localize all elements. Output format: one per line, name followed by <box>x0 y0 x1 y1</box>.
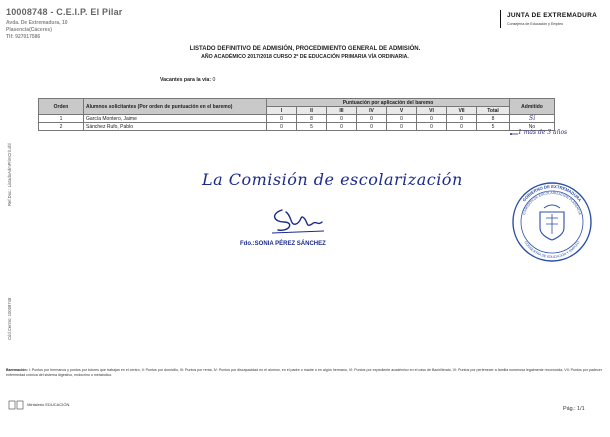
address-line-2: Plasencia(Cáceres) <box>6 27 52 33</box>
subheader-ii: II <box>297 107 327 115</box>
row-score: 0 <box>417 123 447 131</box>
admission-table <box>38 98 555 131</box>
row-admitido: Sí <box>510 115 555 123</box>
header-admitido: Admitido <box>510 99 555 115</box>
row-admitido: No <box>510 123 555 131</box>
side-ref-label: Ref.Doc.: ListadoAdmPrimCrit.xfd <box>7 143 12 206</box>
junta-title: JUNTA DE EXTREMADURA <box>507 12 598 19</box>
stamp-inner-text: COMISIÓN DE ESCOLARIZACIÓN PLASENCIA <box>521 190 583 216</box>
row-score: 0 <box>387 115 417 123</box>
row-score: 0 <box>447 115 477 123</box>
row-nombre: García Montero, Jaime <box>84 115 267 123</box>
row-score: 0 <box>327 123 357 131</box>
signatory-name: Fdo.:SONIA PÉREZ SÁNCHEZ <box>240 241 326 247</box>
vacantes-label: Vacantes para la vía: <box>160 77 212 83</box>
document-title: LISTADO DEFINITIVO DE ADMISIÓN, PROCEDIMIENTO GENERAL DE ADMISIÓN. <box>189 46 421 52</box>
table-row <box>39 115 555 123</box>
stamp-outer-text: GOBIERNO DE EXTREMADURA <box>521 183 583 203</box>
row-score: 0 <box>417 115 447 123</box>
row-score: 5 <box>297 123 327 131</box>
handwritten-note: 1 más de 3 años <box>518 129 568 136</box>
address-line-1: Avda. De Extremadura, 10 <box>6 20 68 26</box>
ministry-emblem-icon <box>8 400 26 410</box>
row-score: 0 <box>267 123 297 131</box>
header-alumnos: Alumnos solicitantes (Por orden de puntuación en el baremo) <box>84 99 267 115</box>
row-score: 0 <box>387 123 417 131</box>
ministry-logo <box>8 400 69 410</box>
header-orden: Orden <box>39 99 84 115</box>
ministry-logo-text: Ministerio EDUCACIÓN <box>27 402 70 408</box>
subheader-vi: VI <box>417 107 447 115</box>
row-orden: 2 <box>39 123 84 131</box>
subheader-vii: VII <box>447 107 477 115</box>
row-score: 0 <box>327 115 357 123</box>
document-subtitle: AÑO ACADÉMICO 2017/2018 CURSO 2º DE EDUCACIÓN PRIMARIA VÍA ORDINARIA. <box>201 54 409 60</box>
header-puntuacion: Puntuación por aplicación del baremo <box>267 99 510 107</box>
row-score: 0 <box>357 123 387 131</box>
comision-handwriting: La Comisión de escolarización <box>202 170 463 189</box>
vacantes <box>160 77 215 83</box>
baremo-footnote <box>6 368 602 378</box>
row-score: 0 <box>357 115 387 123</box>
official-stamp <box>510 180 594 264</box>
row-total: 5 <box>477 123 510 131</box>
address-line-3: Tlf: 927017586 <box>6 34 41 40</box>
baremo-label: Baremación: <box>6 368 28 372</box>
row-score: 8 <box>297 115 327 123</box>
row-total: 8 <box>477 115 510 123</box>
subheader-iii: III <box>327 107 357 115</box>
junta-bar <box>500 10 501 28</box>
table-row <box>39 123 555 131</box>
subheader-iv: IV <box>357 107 387 115</box>
junta-subtitle: Consejería de Educación y Empleo <box>507 22 564 26</box>
signature-scribble <box>268 200 328 238</box>
subheader-total: Total <box>477 107 510 115</box>
vacantes-value: 0 <box>212 77 216 83</box>
row-nombre: Sánchez Rufo, Pablo <box>84 123 267 131</box>
row-orden: 1 <box>39 115 84 123</box>
stamp-bottom-text: CONSEJERÍA DE EDUCACIÓN Y EMPLEO <box>523 240 581 260</box>
baremo-text: I: Puntos por hermanos y puntos por tutores que trabajan en el centro, II: Puntos por domicilio, III: Puntos por renta, IV: Puntos por discapacidad en el alumno, en el padre o madre o en algún hermano, VI: Puntos por expediente académico en el caso de Bachillerato, VI: Puntos por pertenecer a familia numerosa legalmente reconocida, VII: Puntos por padecer enfermedad crónica del sistema digestivo, endocrino o metabólico. <box>6 368 602 377</box>
subheader-i: I <box>267 107 297 115</box>
row-score: 0 <box>267 115 297 123</box>
row-score: 0 <box>447 123 477 131</box>
side-cod-label: Cód.Centro: 10008748 <box>7 297 12 340</box>
subheader-v: V <box>387 107 417 115</box>
school-code: 10008748 - C.E.I.P. El Pilar <box>6 7 123 17</box>
page-number: Pág.: 1/1 <box>563 406 585 412</box>
